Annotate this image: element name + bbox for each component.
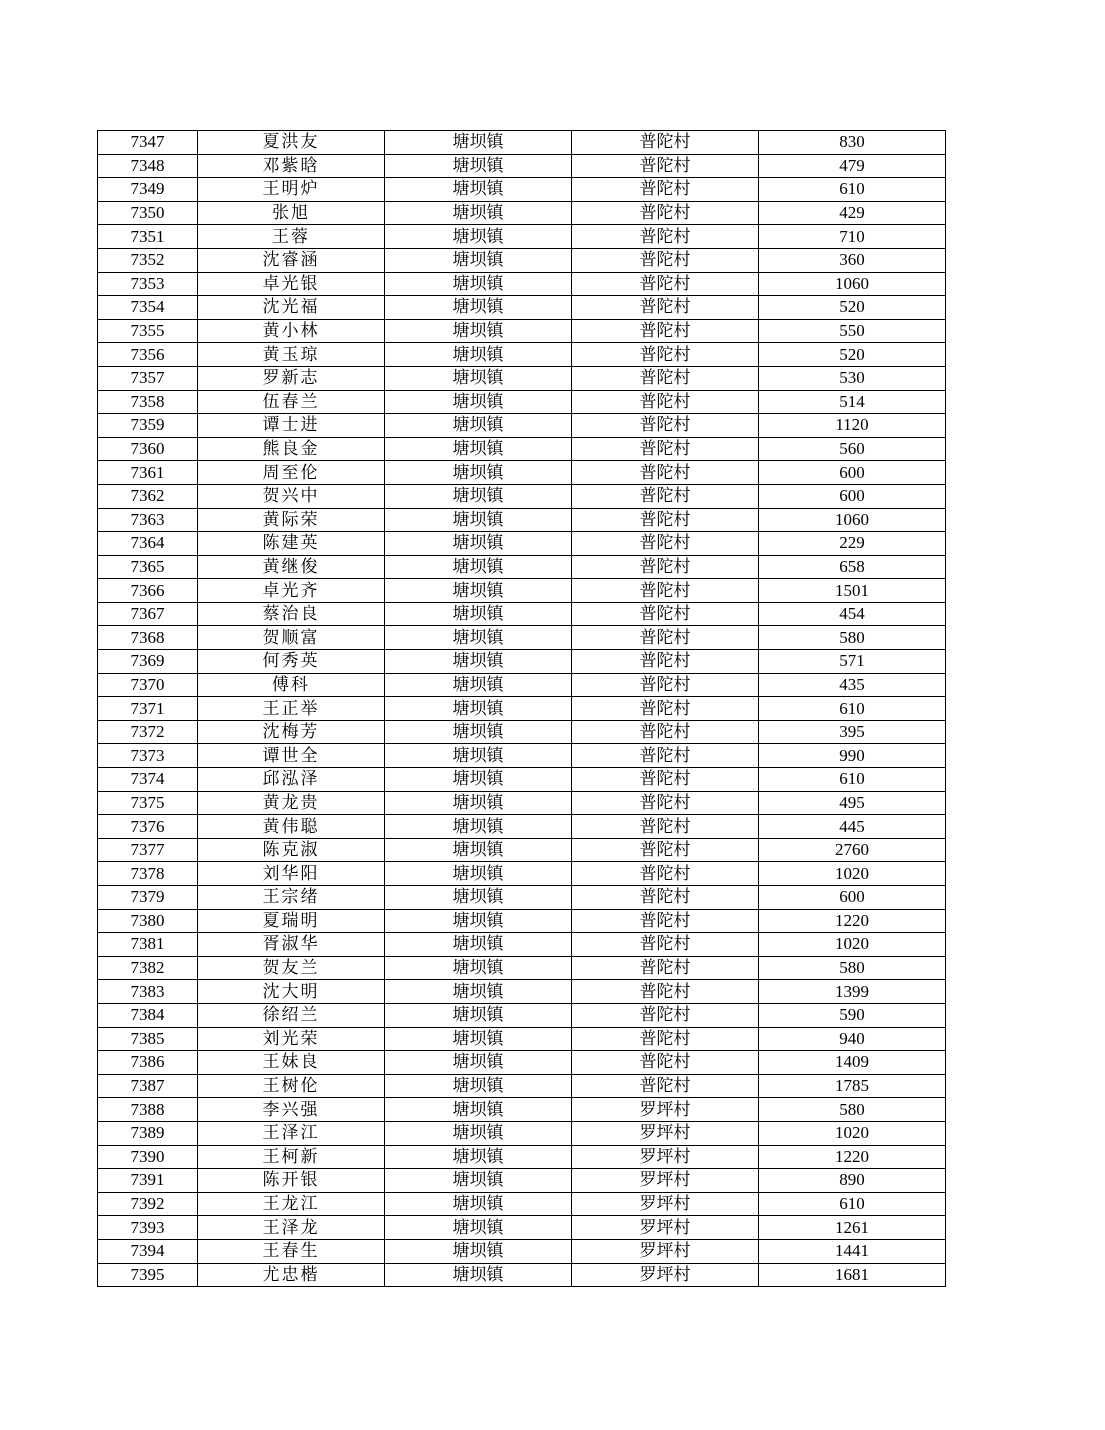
row-number-cell: 7356 (98, 343, 198, 367)
town-cell: 塘坝镇 (385, 225, 572, 249)
village-cell: 普陀村 (572, 862, 759, 886)
row-number-cell: 7365 (98, 555, 198, 579)
amount-cell: 580 (759, 1098, 946, 1122)
amount-cell: 1785 (759, 1074, 946, 1098)
table-row (98, 1239, 946, 1263)
row-number-cell: 7390 (98, 1145, 198, 1169)
name-cell: 王春生 (198, 1239, 385, 1263)
row-number-cell: 7373 (98, 744, 198, 768)
name-cell: 王泽龙 (198, 1216, 385, 1240)
row-number-cell: 7350 (98, 201, 198, 225)
row-number-cell: 7387 (98, 1074, 198, 1098)
village-cell: 普陀村 (572, 272, 759, 296)
row-number-cell: 7385 (98, 1027, 198, 1051)
amount-cell: 600 (759, 484, 946, 508)
village-cell: 普陀村 (572, 697, 759, 721)
table-row (98, 131, 946, 155)
village-cell: 普陀村 (572, 532, 759, 556)
table-row (98, 956, 946, 980)
village-cell: 普陀村 (572, 1027, 759, 1051)
name-cell: 李兴强 (198, 1098, 385, 1122)
table-row (98, 390, 946, 414)
amount-cell: 571 (759, 650, 946, 674)
village-cell: 普陀村 (572, 437, 759, 461)
amount-cell: 445 (759, 815, 946, 839)
town-cell: 塘坝镇 (385, 461, 572, 485)
table-row (98, 1169, 946, 1193)
town-cell: 塘坝镇 (385, 1003, 572, 1027)
town-cell: 塘坝镇 (385, 296, 572, 320)
amount-cell: 435 (759, 673, 946, 697)
town-cell: 塘坝镇 (385, 838, 572, 862)
town-cell: 塘坝镇 (385, 650, 572, 674)
name-cell: 王树伦 (198, 1074, 385, 1098)
village-cell: 普陀村 (572, 484, 759, 508)
village-cell: 普陀村 (572, 980, 759, 1004)
name-cell: 夏洪友 (198, 131, 385, 155)
town-cell: 塘坝镇 (385, 154, 572, 178)
town-cell: 塘坝镇 (385, 1121, 572, 1145)
table-row (98, 862, 946, 886)
row-number-cell: 7369 (98, 650, 198, 674)
table-row (98, 1121, 946, 1145)
village-cell: 普陀村 (572, 1003, 759, 1027)
table-row (98, 1051, 946, 1075)
row-number-cell: 7353 (98, 272, 198, 296)
table-row (98, 838, 946, 862)
row-number-cell: 7371 (98, 697, 198, 721)
village-cell: 普陀村 (572, 579, 759, 603)
village-cell: 普陀村 (572, 390, 759, 414)
amount-cell: 1220 (759, 1145, 946, 1169)
name-cell: 黄龙贵 (198, 791, 385, 815)
town-cell: 塘坝镇 (385, 508, 572, 532)
village-cell: 普陀村 (572, 414, 759, 438)
amount-cell: 990 (759, 744, 946, 768)
table-row (98, 532, 946, 556)
amount-cell: 360 (759, 248, 946, 272)
amount-cell: 1399 (759, 980, 946, 1004)
village-cell: 普陀村 (572, 296, 759, 320)
village-cell: 普陀村 (572, 956, 759, 980)
row-number-cell: 7361 (98, 461, 198, 485)
name-cell: 罗新志 (198, 366, 385, 390)
amount-cell: 1681 (759, 1263, 946, 1287)
row-number-cell: 7355 (98, 319, 198, 343)
village-cell: 普陀村 (572, 909, 759, 933)
amount-cell: 610 (759, 178, 946, 202)
amount-cell: 580 (759, 626, 946, 650)
town-cell: 塘坝镇 (385, 768, 572, 792)
town-cell: 塘坝镇 (385, 272, 572, 296)
row-number-cell: 7392 (98, 1192, 198, 1216)
table-row (98, 815, 946, 839)
village-cell: 普陀村 (572, 768, 759, 792)
row-number-cell: 7363 (98, 508, 198, 532)
amount-cell: 890 (759, 1169, 946, 1193)
village-cell: 普陀村 (572, 225, 759, 249)
table-row (98, 744, 946, 768)
table-row (98, 791, 946, 815)
amount-cell: 1261 (759, 1216, 946, 1240)
table-row (98, 343, 946, 367)
table-row (98, 1216, 946, 1240)
village-cell: 普陀村 (572, 791, 759, 815)
village-cell: 普陀村 (572, 1074, 759, 1098)
table-row (98, 201, 946, 225)
table-row (98, 579, 946, 603)
village-cell: 罗坪村 (572, 1145, 759, 1169)
town-cell: 塘坝镇 (385, 673, 572, 697)
table-row (98, 296, 946, 320)
name-cell: 陈克淑 (198, 838, 385, 862)
name-cell: 王柯新 (198, 1145, 385, 1169)
amount-cell: 580 (759, 956, 946, 980)
table-row (98, 1074, 946, 1098)
table-row (98, 154, 946, 178)
town-cell: 塘坝镇 (385, 862, 572, 886)
name-cell: 黄继俊 (198, 555, 385, 579)
village-cell: 罗坪村 (572, 1239, 759, 1263)
amount-cell: 530 (759, 366, 946, 390)
row-number-cell: 7395 (98, 1263, 198, 1287)
town-cell: 塘坝镇 (385, 343, 572, 367)
amount-cell: 1501 (759, 579, 946, 603)
name-cell: 陈建英 (198, 532, 385, 556)
table-row (98, 697, 946, 721)
name-cell: 王宗绪 (198, 886, 385, 910)
village-cell: 普陀村 (572, 720, 759, 744)
table-row (98, 768, 946, 792)
village-cell: 普陀村 (572, 248, 759, 272)
village-cell: 罗坪村 (572, 1121, 759, 1145)
table-row (98, 508, 946, 532)
town-cell: 塘坝镇 (385, 437, 572, 461)
name-cell: 贺顺富 (198, 626, 385, 650)
name-cell: 黄玉琼 (198, 343, 385, 367)
name-cell: 张旭 (198, 201, 385, 225)
amount-cell: 520 (759, 296, 946, 320)
town-cell: 塘坝镇 (385, 1027, 572, 1051)
town-cell: 塘坝镇 (385, 956, 572, 980)
name-cell: 王正举 (198, 697, 385, 721)
row-number-cell: 7348 (98, 154, 198, 178)
table-row (98, 178, 946, 202)
amount-cell: 560 (759, 437, 946, 461)
table-row (98, 366, 946, 390)
row-number-cell: 7391 (98, 1169, 198, 1193)
amount-cell: 710 (759, 225, 946, 249)
amount-cell: 1409 (759, 1051, 946, 1075)
table-row (98, 1003, 946, 1027)
table-row (98, 650, 946, 674)
table-row (98, 1098, 946, 1122)
name-cell: 谭士进 (198, 414, 385, 438)
name-cell: 王明炉 (198, 178, 385, 202)
name-cell: 王蓉 (198, 225, 385, 249)
town-cell: 塘坝镇 (385, 555, 572, 579)
town-cell: 塘坝镇 (385, 909, 572, 933)
row-number-cell: 7389 (98, 1121, 198, 1145)
amount-cell: 658 (759, 555, 946, 579)
row-number-cell: 7386 (98, 1051, 198, 1075)
amount-cell: 454 (759, 602, 946, 626)
amount-cell: 479 (759, 154, 946, 178)
name-cell: 卓光齐 (198, 579, 385, 603)
row-number-cell: 7379 (98, 886, 198, 910)
name-cell: 沈梅芳 (198, 720, 385, 744)
name-cell: 徐绍兰 (198, 1003, 385, 1027)
table-row (98, 720, 946, 744)
row-number-cell: 7382 (98, 956, 198, 980)
amount-cell: 610 (759, 768, 946, 792)
town-cell: 塘坝镇 (385, 484, 572, 508)
amount-cell: 550 (759, 319, 946, 343)
village-cell: 普陀村 (572, 744, 759, 768)
name-cell: 邱泓泽 (198, 768, 385, 792)
name-cell: 沈大明 (198, 980, 385, 1004)
row-number-cell: 7372 (98, 720, 198, 744)
town-cell: 塘坝镇 (385, 602, 572, 626)
town-cell: 塘坝镇 (385, 390, 572, 414)
town-cell: 塘坝镇 (385, 933, 572, 957)
village-cell: 普陀村 (572, 131, 759, 155)
amount-cell: 1020 (759, 933, 946, 957)
table-row (98, 886, 946, 910)
row-number-cell: 7374 (98, 768, 198, 792)
name-cell: 王妹良 (198, 1051, 385, 1075)
row-number-cell: 7366 (98, 579, 198, 603)
table-row (98, 1192, 946, 1216)
row-number-cell: 7354 (98, 296, 198, 320)
name-cell: 黄际荣 (198, 508, 385, 532)
town-cell: 塘坝镇 (385, 131, 572, 155)
name-cell: 伍春兰 (198, 390, 385, 414)
village-cell: 普陀村 (572, 555, 759, 579)
village-cell: 普陀村 (572, 886, 759, 910)
row-number-cell: 7370 (98, 673, 198, 697)
name-cell: 周至伦 (198, 461, 385, 485)
table-row (98, 673, 946, 697)
town-cell: 塘坝镇 (385, 1192, 572, 1216)
town-cell: 塘坝镇 (385, 201, 572, 225)
village-cell: 普陀村 (572, 815, 759, 839)
amount-cell: 1020 (759, 1121, 946, 1145)
name-cell: 何秀英 (198, 650, 385, 674)
data-table (97, 130, 946, 1287)
name-cell: 沈睿涵 (198, 248, 385, 272)
name-cell: 谭世全 (198, 744, 385, 768)
table-row (98, 461, 946, 485)
name-cell: 熊良金 (198, 437, 385, 461)
row-number-cell: 7376 (98, 815, 198, 839)
name-cell: 蔡治良 (198, 602, 385, 626)
town-cell: 塘坝镇 (385, 1145, 572, 1169)
amount-cell: 1120 (759, 414, 946, 438)
amount-cell: 1441 (759, 1239, 946, 1263)
amount-cell: 520 (759, 343, 946, 367)
town-cell: 塘坝镇 (385, 744, 572, 768)
name-cell: 邓紫晗 (198, 154, 385, 178)
name-cell: 卓光银 (198, 272, 385, 296)
town-cell: 塘坝镇 (385, 178, 572, 202)
village-cell: 罗坪村 (572, 1192, 759, 1216)
town-cell: 塘坝镇 (385, 248, 572, 272)
village-cell: 普陀村 (572, 508, 759, 532)
town-cell: 塘坝镇 (385, 720, 572, 744)
name-cell: 沈光福 (198, 296, 385, 320)
village-cell: 罗坪村 (572, 1169, 759, 1193)
row-number-cell: 7375 (98, 791, 198, 815)
village-cell: 罗坪村 (572, 1263, 759, 1287)
table-row (98, 437, 946, 461)
table-row (98, 1145, 946, 1169)
row-number-cell: 7368 (98, 626, 198, 650)
table-row (98, 414, 946, 438)
name-cell: 刘光荣 (198, 1027, 385, 1051)
name-cell: 陈开银 (198, 1169, 385, 1193)
amount-cell: 1060 (759, 272, 946, 296)
table-row (98, 225, 946, 249)
village-cell: 普陀村 (572, 366, 759, 390)
town-cell: 塘坝镇 (385, 366, 572, 390)
amount-cell: 395 (759, 720, 946, 744)
name-cell: 尤忠楷 (198, 1263, 385, 1287)
village-cell: 普陀村 (572, 602, 759, 626)
amount-cell: 429 (759, 201, 946, 225)
row-number-cell: 7351 (98, 225, 198, 249)
row-number-cell: 7383 (98, 980, 198, 1004)
village-cell: 普陀村 (572, 461, 759, 485)
table-row (98, 319, 946, 343)
town-cell: 塘坝镇 (385, 815, 572, 839)
village-cell: 普陀村 (572, 838, 759, 862)
town-cell: 塘坝镇 (385, 791, 572, 815)
name-cell: 胥淑华 (198, 933, 385, 957)
amount-cell: 495 (759, 791, 946, 815)
row-number-cell: 7347 (98, 131, 198, 155)
table-row (98, 933, 946, 957)
amount-cell: 590 (759, 1003, 946, 1027)
amount-cell: 600 (759, 886, 946, 910)
amount-cell: 1020 (759, 862, 946, 886)
row-number-cell: 7394 (98, 1239, 198, 1263)
village-cell: 普陀村 (572, 178, 759, 202)
amount-cell: 1060 (759, 508, 946, 532)
row-number-cell: 7349 (98, 178, 198, 202)
town-cell: 塘坝镇 (385, 1051, 572, 1075)
village-cell: 普陀村 (572, 626, 759, 650)
town-cell: 塘坝镇 (385, 626, 572, 650)
town-cell: 塘坝镇 (385, 886, 572, 910)
amount-cell: 940 (759, 1027, 946, 1051)
town-cell: 塘坝镇 (385, 1216, 572, 1240)
table-body (98, 131, 946, 1287)
row-number-cell: 7367 (98, 602, 198, 626)
village-cell: 普陀村 (572, 343, 759, 367)
amount-cell: 830 (759, 131, 946, 155)
row-number-cell: 7357 (98, 366, 198, 390)
name-cell: 王泽江 (198, 1121, 385, 1145)
table-row (98, 1027, 946, 1051)
row-number-cell: 7352 (98, 248, 198, 272)
table-row (98, 484, 946, 508)
village-cell: 普陀村 (572, 201, 759, 225)
town-cell: 塘坝镇 (385, 579, 572, 603)
amount-cell: 610 (759, 1192, 946, 1216)
table-row (98, 602, 946, 626)
amount-cell: 229 (759, 532, 946, 556)
village-cell: 普陀村 (572, 154, 759, 178)
row-number-cell: 7378 (98, 862, 198, 886)
name-cell: 夏瑞明 (198, 909, 385, 933)
town-cell: 塘坝镇 (385, 1239, 572, 1263)
town-cell: 塘坝镇 (385, 414, 572, 438)
table-row (98, 909, 946, 933)
village-cell: 普陀村 (572, 673, 759, 697)
village-cell: 罗坪村 (572, 1098, 759, 1122)
town-cell: 塘坝镇 (385, 1169, 572, 1193)
row-number-cell: 7377 (98, 838, 198, 862)
row-number-cell: 7381 (98, 933, 198, 957)
village-cell: 普陀村 (572, 933, 759, 957)
table-row (98, 248, 946, 272)
table-row (98, 1263, 946, 1287)
village-cell: 普陀村 (572, 650, 759, 674)
town-cell: 塘坝镇 (385, 697, 572, 721)
row-number-cell: 7380 (98, 909, 198, 933)
row-number-cell: 7384 (98, 1003, 198, 1027)
town-cell: 塘坝镇 (385, 1098, 572, 1122)
row-number-cell: 7358 (98, 390, 198, 414)
town-cell: 塘坝镇 (385, 980, 572, 1004)
table-row (98, 555, 946, 579)
amount-cell: 610 (759, 697, 946, 721)
table-row (98, 626, 946, 650)
table-row (98, 980, 946, 1004)
name-cell: 贺兴中 (198, 484, 385, 508)
row-number-cell: 7364 (98, 532, 198, 556)
row-number-cell: 7388 (98, 1098, 198, 1122)
amount-cell: 600 (759, 461, 946, 485)
row-number-cell: 7359 (98, 414, 198, 438)
amount-cell: 2760 (759, 838, 946, 862)
village-cell: 普陀村 (572, 1051, 759, 1075)
amount-cell: 1220 (759, 909, 946, 933)
town-cell: 塘坝镇 (385, 1263, 572, 1287)
name-cell: 刘华阳 (198, 862, 385, 886)
town-cell: 塘坝镇 (385, 532, 572, 556)
village-cell: 普陀村 (572, 319, 759, 343)
amount-cell: 514 (759, 390, 946, 414)
name-cell: 黄伟聪 (198, 815, 385, 839)
town-cell: 塘坝镇 (385, 1074, 572, 1098)
name-cell: 傅科 (198, 673, 385, 697)
town-cell: 塘坝镇 (385, 319, 572, 343)
name-cell: 黄小林 (198, 319, 385, 343)
row-number-cell: 7362 (98, 484, 198, 508)
table-row (98, 272, 946, 296)
row-number-cell: 7360 (98, 437, 198, 461)
village-cell: 罗坪村 (572, 1216, 759, 1240)
row-number-cell: 7393 (98, 1216, 198, 1240)
name-cell: 王龙江 (198, 1192, 385, 1216)
name-cell: 贺友兰 (198, 956, 385, 980)
